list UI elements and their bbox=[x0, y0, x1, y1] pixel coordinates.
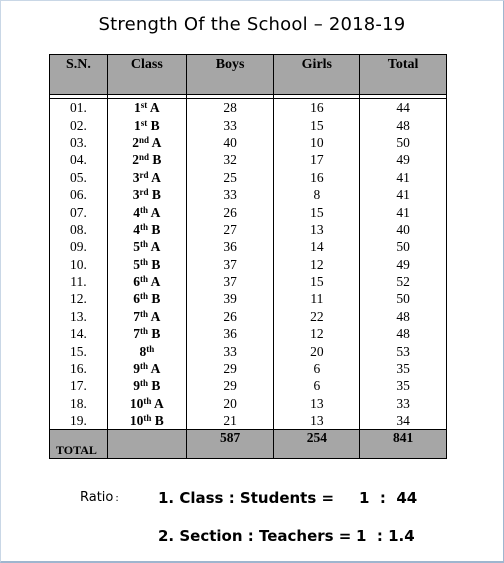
class-suffix: st bbox=[140, 100, 148, 111]
total-cell: 49 bbox=[360, 256, 447, 273]
boys-cell: 33 bbox=[186, 116, 274, 133]
table-row bbox=[50, 342, 447, 359]
table-row bbox=[50, 134, 447, 151]
girls-cell: 11 bbox=[274, 290, 360, 307]
boys-cell: 26 bbox=[186, 308, 274, 325]
boys-cell: 20 bbox=[186, 395, 274, 412]
class-number: 3 bbox=[132, 187, 140, 203]
sn-cell: 19. bbox=[50, 412, 108, 430]
class-section: B bbox=[151, 187, 161, 203]
total-class-cell bbox=[107, 430, 186, 459]
class-suffix: th bbox=[140, 274, 149, 285]
class-cell bbox=[107, 151, 186, 168]
sn-cell: 14. bbox=[50, 325, 108, 342]
girls-cell: 6 bbox=[274, 360, 360, 377]
table-row bbox=[50, 308, 447, 325]
total-cell: 48 bbox=[360, 308, 447, 325]
boys-cell: 27 bbox=[186, 221, 274, 238]
class-suffix: th bbox=[140, 204, 149, 215]
boys-cell: 37 bbox=[186, 256, 274, 273]
class-suffix: th bbox=[146, 343, 155, 354]
class-cell bbox=[107, 273, 186, 290]
class-cell bbox=[107, 99, 186, 117]
total-cell: 50 bbox=[360, 290, 447, 307]
table-body bbox=[50, 95, 447, 430]
boys-cell: 28 bbox=[186, 99, 274, 117]
total-cell: 50 bbox=[360, 134, 447, 151]
girls-cell: 22 bbox=[274, 308, 360, 325]
sn-cell: 05. bbox=[50, 169, 108, 186]
class-cell bbox=[107, 360, 186, 377]
header-boys: Boys bbox=[186, 55, 274, 95]
total-total: 841 bbox=[360, 430, 447, 459]
class-cell bbox=[107, 342, 186, 359]
class-section: B bbox=[154, 413, 164, 429]
class-suffix: rd bbox=[139, 169, 149, 180]
table-row bbox=[50, 412, 447, 430]
total-label: TOTAL bbox=[50, 430, 108, 459]
class-number: 7 bbox=[133, 308, 141, 324]
class-section: A bbox=[150, 274, 161, 290]
class-cell bbox=[107, 186, 186, 203]
class-section: A bbox=[149, 100, 160, 116]
class-cell bbox=[107, 169, 186, 186]
class-number: 6 bbox=[133, 274, 141, 290]
class-cell bbox=[107, 221, 186, 238]
ratio-class-students-value: 1 : 44 bbox=[359, 489, 418, 507]
class-number: 2 bbox=[132, 134, 140, 150]
table-row bbox=[50, 273, 447, 290]
class-suffix: rd bbox=[139, 187, 149, 198]
table-row bbox=[50, 221, 447, 238]
class-cell bbox=[107, 134, 186, 151]
sn-cell: 12. bbox=[50, 290, 108, 307]
table-header-row bbox=[50, 55, 447, 95]
boys-cell: 37 bbox=[186, 273, 274, 290]
girls-cell: 13 bbox=[274, 412, 360, 430]
class-suffix: st bbox=[140, 117, 148, 128]
total-cell: 41 bbox=[360, 186, 447, 203]
girls-cell: 17 bbox=[274, 151, 360, 168]
total-cell: 53 bbox=[360, 342, 447, 359]
class-section: A bbox=[150, 361, 161, 377]
total-row bbox=[50, 430, 447, 459]
ratio-label bbox=[80, 490, 119, 505]
ratio-class-students-text: 1. Class : Students = bbox=[158, 489, 335, 507]
table-row bbox=[50, 395, 447, 412]
girls-cell: 16 bbox=[274, 99, 360, 117]
header-total: Total bbox=[360, 55, 447, 95]
class-suffix: th bbox=[140, 256, 149, 267]
boys-cell: 39 bbox=[186, 290, 274, 307]
boys-cell: 26 bbox=[186, 203, 274, 220]
class-suffix: th bbox=[140, 308, 149, 319]
total-cell: 35 bbox=[360, 377, 447, 394]
class-number: 9 bbox=[133, 378, 141, 394]
class-number: 6 bbox=[133, 291, 141, 307]
sn-cell: 08. bbox=[50, 221, 108, 238]
boys-cell: 36 bbox=[186, 325, 274, 342]
header-girls: Girls bbox=[274, 55, 360, 95]
class-section: B bbox=[151, 291, 161, 307]
total-cell: 34 bbox=[360, 412, 447, 430]
girls-cell: 20 bbox=[274, 342, 360, 359]
strength-table bbox=[49, 54, 447, 459]
class-section: B bbox=[151, 221, 161, 237]
girls-cell: 10 bbox=[274, 134, 360, 151]
ratio-label-colon: : bbox=[115, 493, 119, 504]
total-cell: 35 bbox=[360, 360, 447, 377]
class-suffix: th bbox=[140, 239, 149, 250]
class-cell bbox=[107, 395, 186, 412]
table-row bbox=[50, 169, 447, 186]
class-number: 5 bbox=[133, 239, 141, 255]
boys-cell: 33 bbox=[186, 342, 274, 359]
sn-cell: 15. bbox=[50, 342, 108, 359]
class-suffix: nd bbox=[139, 134, 150, 145]
ratio-section-teachers bbox=[158, 527, 351, 545]
boys-cell: 40 bbox=[186, 134, 274, 151]
class-suffix: th bbox=[140, 361, 149, 372]
table-row bbox=[50, 203, 447, 220]
table-row bbox=[50, 186, 447, 203]
class-number: 3 bbox=[132, 169, 140, 185]
class-suffix: nd bbox=[139, 152, 150, 163]
ratio-section-teachers-value: 1 : 1.4 bbox=[356, 527, 415, 545]
class-number: 1 bbox=[134, 117, 141, 133]
sn-cell: 07. bbox=[50, 203, 108, 220]
table-row bbox=[50, 360, 447, 377]
total-cell: 50 bbox=[360, 238, 447, 255]
class-cell bbox=[107, 116, 186, 133]
table-row bbox=[50, 116, 447, 133]
class-number: 9 bbox=[133, 361, 141, 377]
class-number: 10 bbox=[129, 413, 144, 429]
girls-cell: 15 bbox=[274, 273, 360, 290]
class-number: 10 bbox=[129, 395, 144, 411]
total-cell: 52 bbox=[360, 273, 447, 290]
class-cell bbox=[107, 325, 186, 342]
girls-cell: 16 bbox=[274, 169, 360, 186]
total-boys: 587 bbox=[186, 430, 274, 459]
class-number: 1 bbox=[134, 100, 141, 116]
class-cell bbox=[107, 377, 186, 394]
total-girls: 254 bbox=[274, 430, 360, 459]
boys-cell: 32 bbox=[186, 151, 274, 168]
total-cell: 41 bbox=[360, 203, 447, 220]
table-row bbox=[50, 238, 447, 255]
sn-cell: 06. bbox=[50, 186, 108, 203]
boys-cell: 21 bbox=[186, 412, 274, 430]
boys-cell: 29 bbox=[186, 377, 274, 394]
total-cell: 44 bbox=[360, 99, 447, 117]
total-cell: 48 bbox=[360, 116, 447, 133]
boys-cell: 25 bbox=[186, 169, 274, 186]
class-section: A bbox=[150, 239, 161, 255]
class-section: A bbox=[154, 395, 164, 411]
total-cell: 48 bbox=[360, 325, 447, 342]
class-section: B bbox=[152, 152, 162, 168]
page-title: Strength Of the School – 2018-19 bbox=[98, 14, 406, 35]
class-section: A bbox=[150, 204, 161, 220]
table-row bbox=[50, 151, 447, 168]
class-cell bbox=[107, 308, 186, 325]
table-row bbox=[50, 325, 447, 342]
sn-cell: 01. bbox=[50, 99, 108, 117]
ratio-class-students bbox=[158, 489, 334, 507]
class-number: 2 bbox=[132, 152, 140, 168]
class-cell bbox=[107, 203, 186, 220]
class-section: A bbox=[151, 169, 161, 185]
ratio-label-text: Ratio bbox=[80, 490, 114, 505]
girls-cell: 15 bbox=[274, 116, 360, 133]
girls-cell: 15 bbox=[274, 203, 360, 220]
class-section: B bbox=[151, 256, 161, 272]
sn-cell: 04. bbox=[50, 151, 108, 168]
table-row bbox=[50, 256, 447, 273]
boys-cell: 33 bbox=[186, 186, 274, 203]
girls-cell: 6 bbox=[274, 377, 360, 394]
girls-cell: 13 bbox=[274, 395, 360, 412]
total-cell: 41 bbox=[360, 169, 447, 186]
header-sn: S.N. bbox=[50, 55, 108, 95]
sn-cell: 11. bbox=[50, 273, 108, 290]
boys-cell: 29 bbox=[186, 360, 274, 377]
girls-cell: 12 bbox=[274, 256, 360, 273]
header-class: Class bbox=[107, 55, 186, 95]
class-suffix: th bbox=[140, 291, 149, 302]
class-suffix: th bbox=[140, 326, 149, 337]
class-number: 4 bbox=[133, 204, 141, 220]
class-section: B bbox=[151, 378, 161, 394]
total-cell: 49 bbox=[360, 151, 447, 168]
girls-cell: 8 bbox=[274, 186, 360, 203]
girls-cell: 12 bbox=[274, 325, 360, 342]
sn-cell: 02. bbox=[50, 116, 108, 133]
total-cell: 33 bbox=[360, 395, 447, 412]
class-number: 7 bbox=[133, 326, 141, 342]
boys-cell: 36 bbox=[186, 238, 274, 255]
sn-cell: 03. bbox=[50, 134, 108, 151]
class-section: A bbox=[151, 134, 162, 150]
sn-cell: 17. bbox=[50, 377, 108, 394]
class-suffix: th bbox=[140, 378, 149, 389]
class-cell bbox=[107, 290, 186, 307]
sn-cell: 18. bbox=[50, 395, 108, 412]
sn-cell: 10. bbox=[50, 256, 108, 273]
sn-cell: 16. bbox=[50, 360, 108, 377]
class-section: B bbox=[150, 117, 160, 133]
class-suffix: th bbox=[143, 395, 152, 406]
total-cell: 40 bbox=[360, 221, 447, 238]
class-section: A bbox=[150, 308, 161, 324]
class-number: 5 bbox=[133, 256, 141, 272]
sn-cell: 09. bbox=[50, 238, 108, 255]
table-row bbox=[50, 290, 447, 307]
class-number: 8 bbox=[139, 343, 147, 359]
class-suffix: th bbox=[143, 413, 152, 424]
class-suffix: th bbox=[140, 221, 149, 232]
ratio-section-teachers-text: 2. Section : Teachers = bbox=[158, 527, 352, 545]
table-row bbox=[50, 99, 447, 117]
sn-cell: 13. bbox=[50, 308, 108, 325]
class-cell bbox=[107, 412, 186, 430]
table-row bbox=[50, 377, 447, 394]
girls-cell: 14 bbox=[274, 238, 360, 255]
class-number: 4 bbox=[133, 221, 141, 237]
class-cell bbox=[107, 256, 186, 273]
class-cell bbox=[107, 238, 186, 255]
class-section: B bbox=[151, 326, 161, 342]
girls-cell: 13 bbox=[274, 221, 360, 238]
